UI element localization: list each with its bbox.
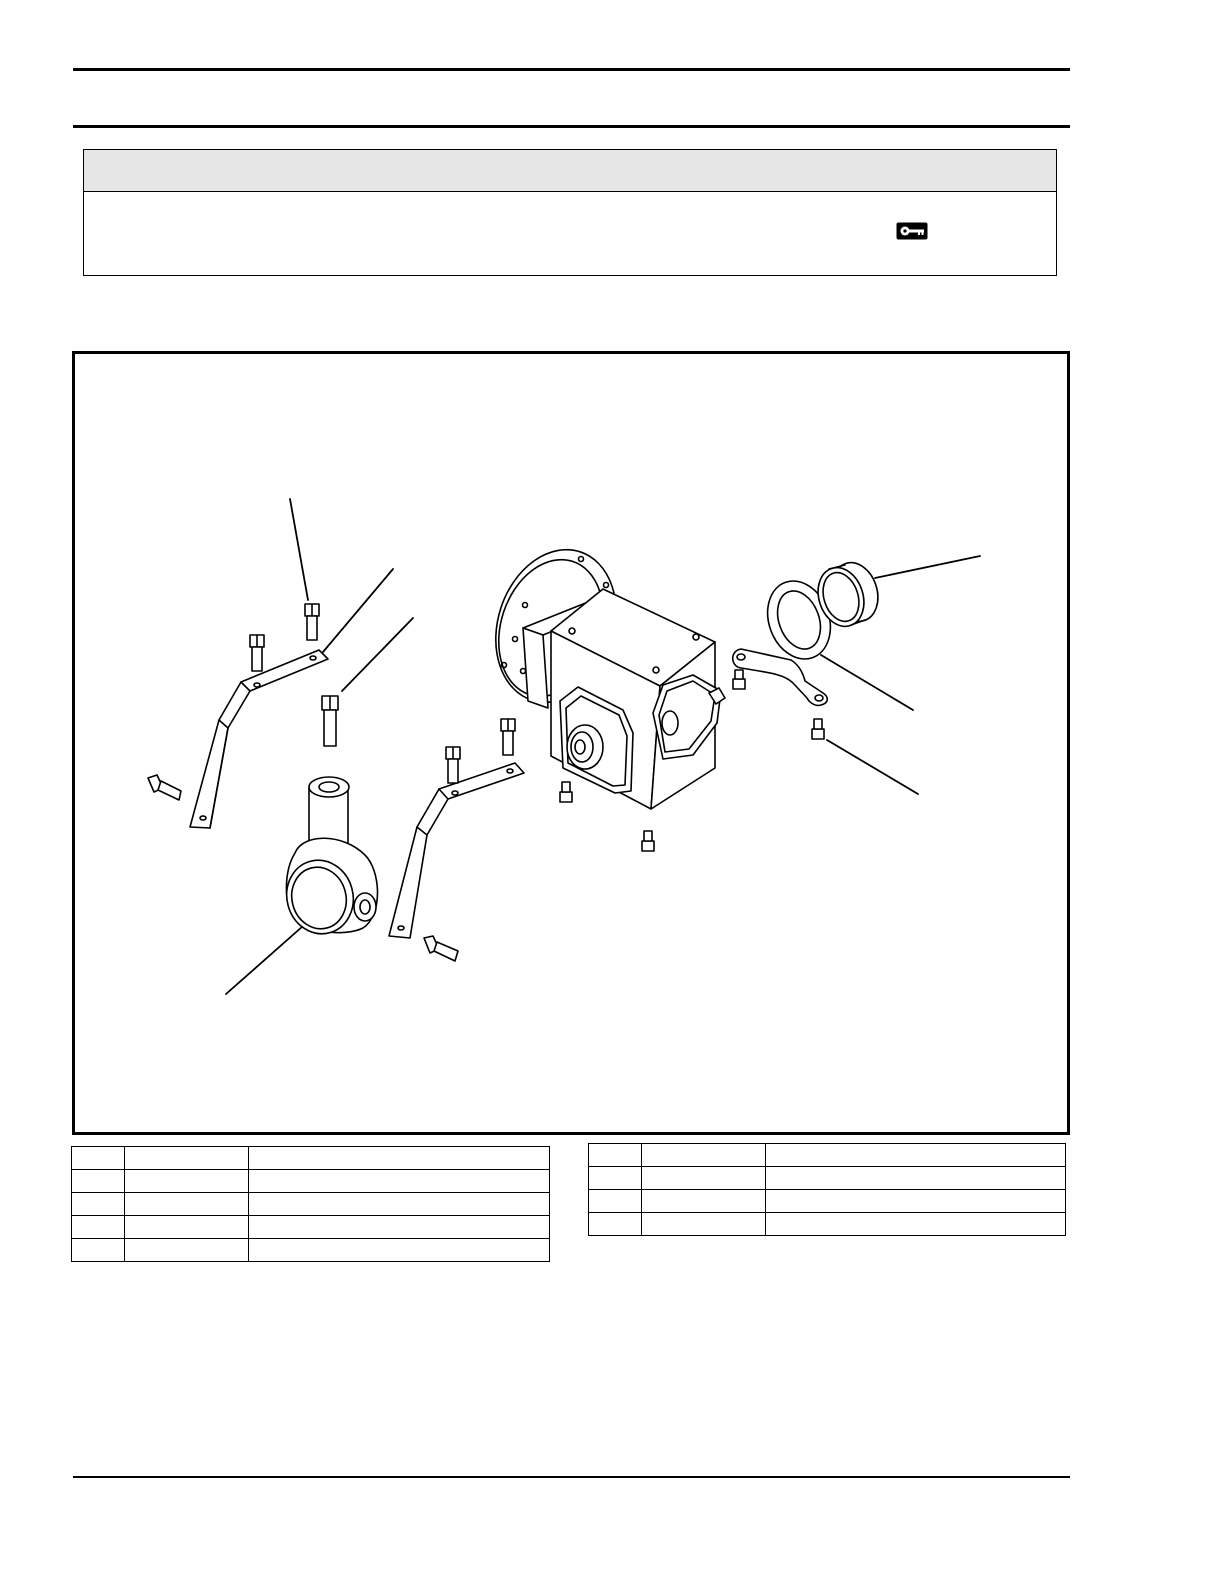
item-cell (72, 1239, 125, 1262)
item-cell (589, 1213, 642, 1236)
parts-table-left (71, 1146, 550, 1262)
item-cell (589, 1144, 642, 1167)
description-cell (766, 1144, 1066, 1167)
table-row (589, 1167, 1066, 1190)
part-number-cell (125, 1147, 249, 1170)
description-cell (249, 1216, 550, 1239)
footer-rule (73, 1476, 1070, 1478)
part-number-cell (125, 1170, 249, 1193)
item-cell (72, 1147, 125, 1170)
item-cell (72, 1216, 125, 1239)
part-number-cell (642, 1190, 766, 1213)
table-row (72, 1193, 550, 1216)
description-cell (766, 1167, 1066, 1190)
description-cell (249, 1193, 550, 1216)
item-cell (72, 1193, 125, 1216)
table-row (589, 1144, 1066, 1167)
part-number-cell (642, 1167, 766, 1190)
parts-table-right (588, 1143, 1066, 1236)
table-row (72, 1147, 550, 1170)
table-row (72, 1170, 550, 1193)
part-number-cell (642, 1144, 766, 1167)
part-number-cell (125, 1216, 249, 1239)
part-number-cell (642, 1213, 766, 1236)
table-row (72, 1239, 550, 1262)
table-row (589, 1190, 1066, 1213)
gearbox-housing (523, 589, 725, 809)
left-arm-bracket (190, 650, 328, 828)
part-number-cell (125, 1239, 249, 1262)
exploded-view-figure (72, 351, 1070, 1135)
description-cell (249, 1170, 550, 1193)
description-cell (766, 1190, 1066, 1213)
right-arm-bracket (389, 763, 524, 938)
description-cell (766, 1213, 1066, 1236)
bolts-vertical (250, 604, 515, 783)
description-cell (249, 1147, 550, 1170)
table-row (589, 1213, 1066, 1236)
item-cell (72, 1170, 125, 1193)
item-cell (589, 1190, 642, 1213)
item-cell (589, 1167, 642, 1190)
description-cell (249, 1239, 550, 1262)
pivot-hub (279, 777, 378, 941)
exploded-view-drawing (3, 3, 1225, 1588)
part-number-cell (125, 1193, 249, 1216)
table-row (72, 1216, 550, 1239)
